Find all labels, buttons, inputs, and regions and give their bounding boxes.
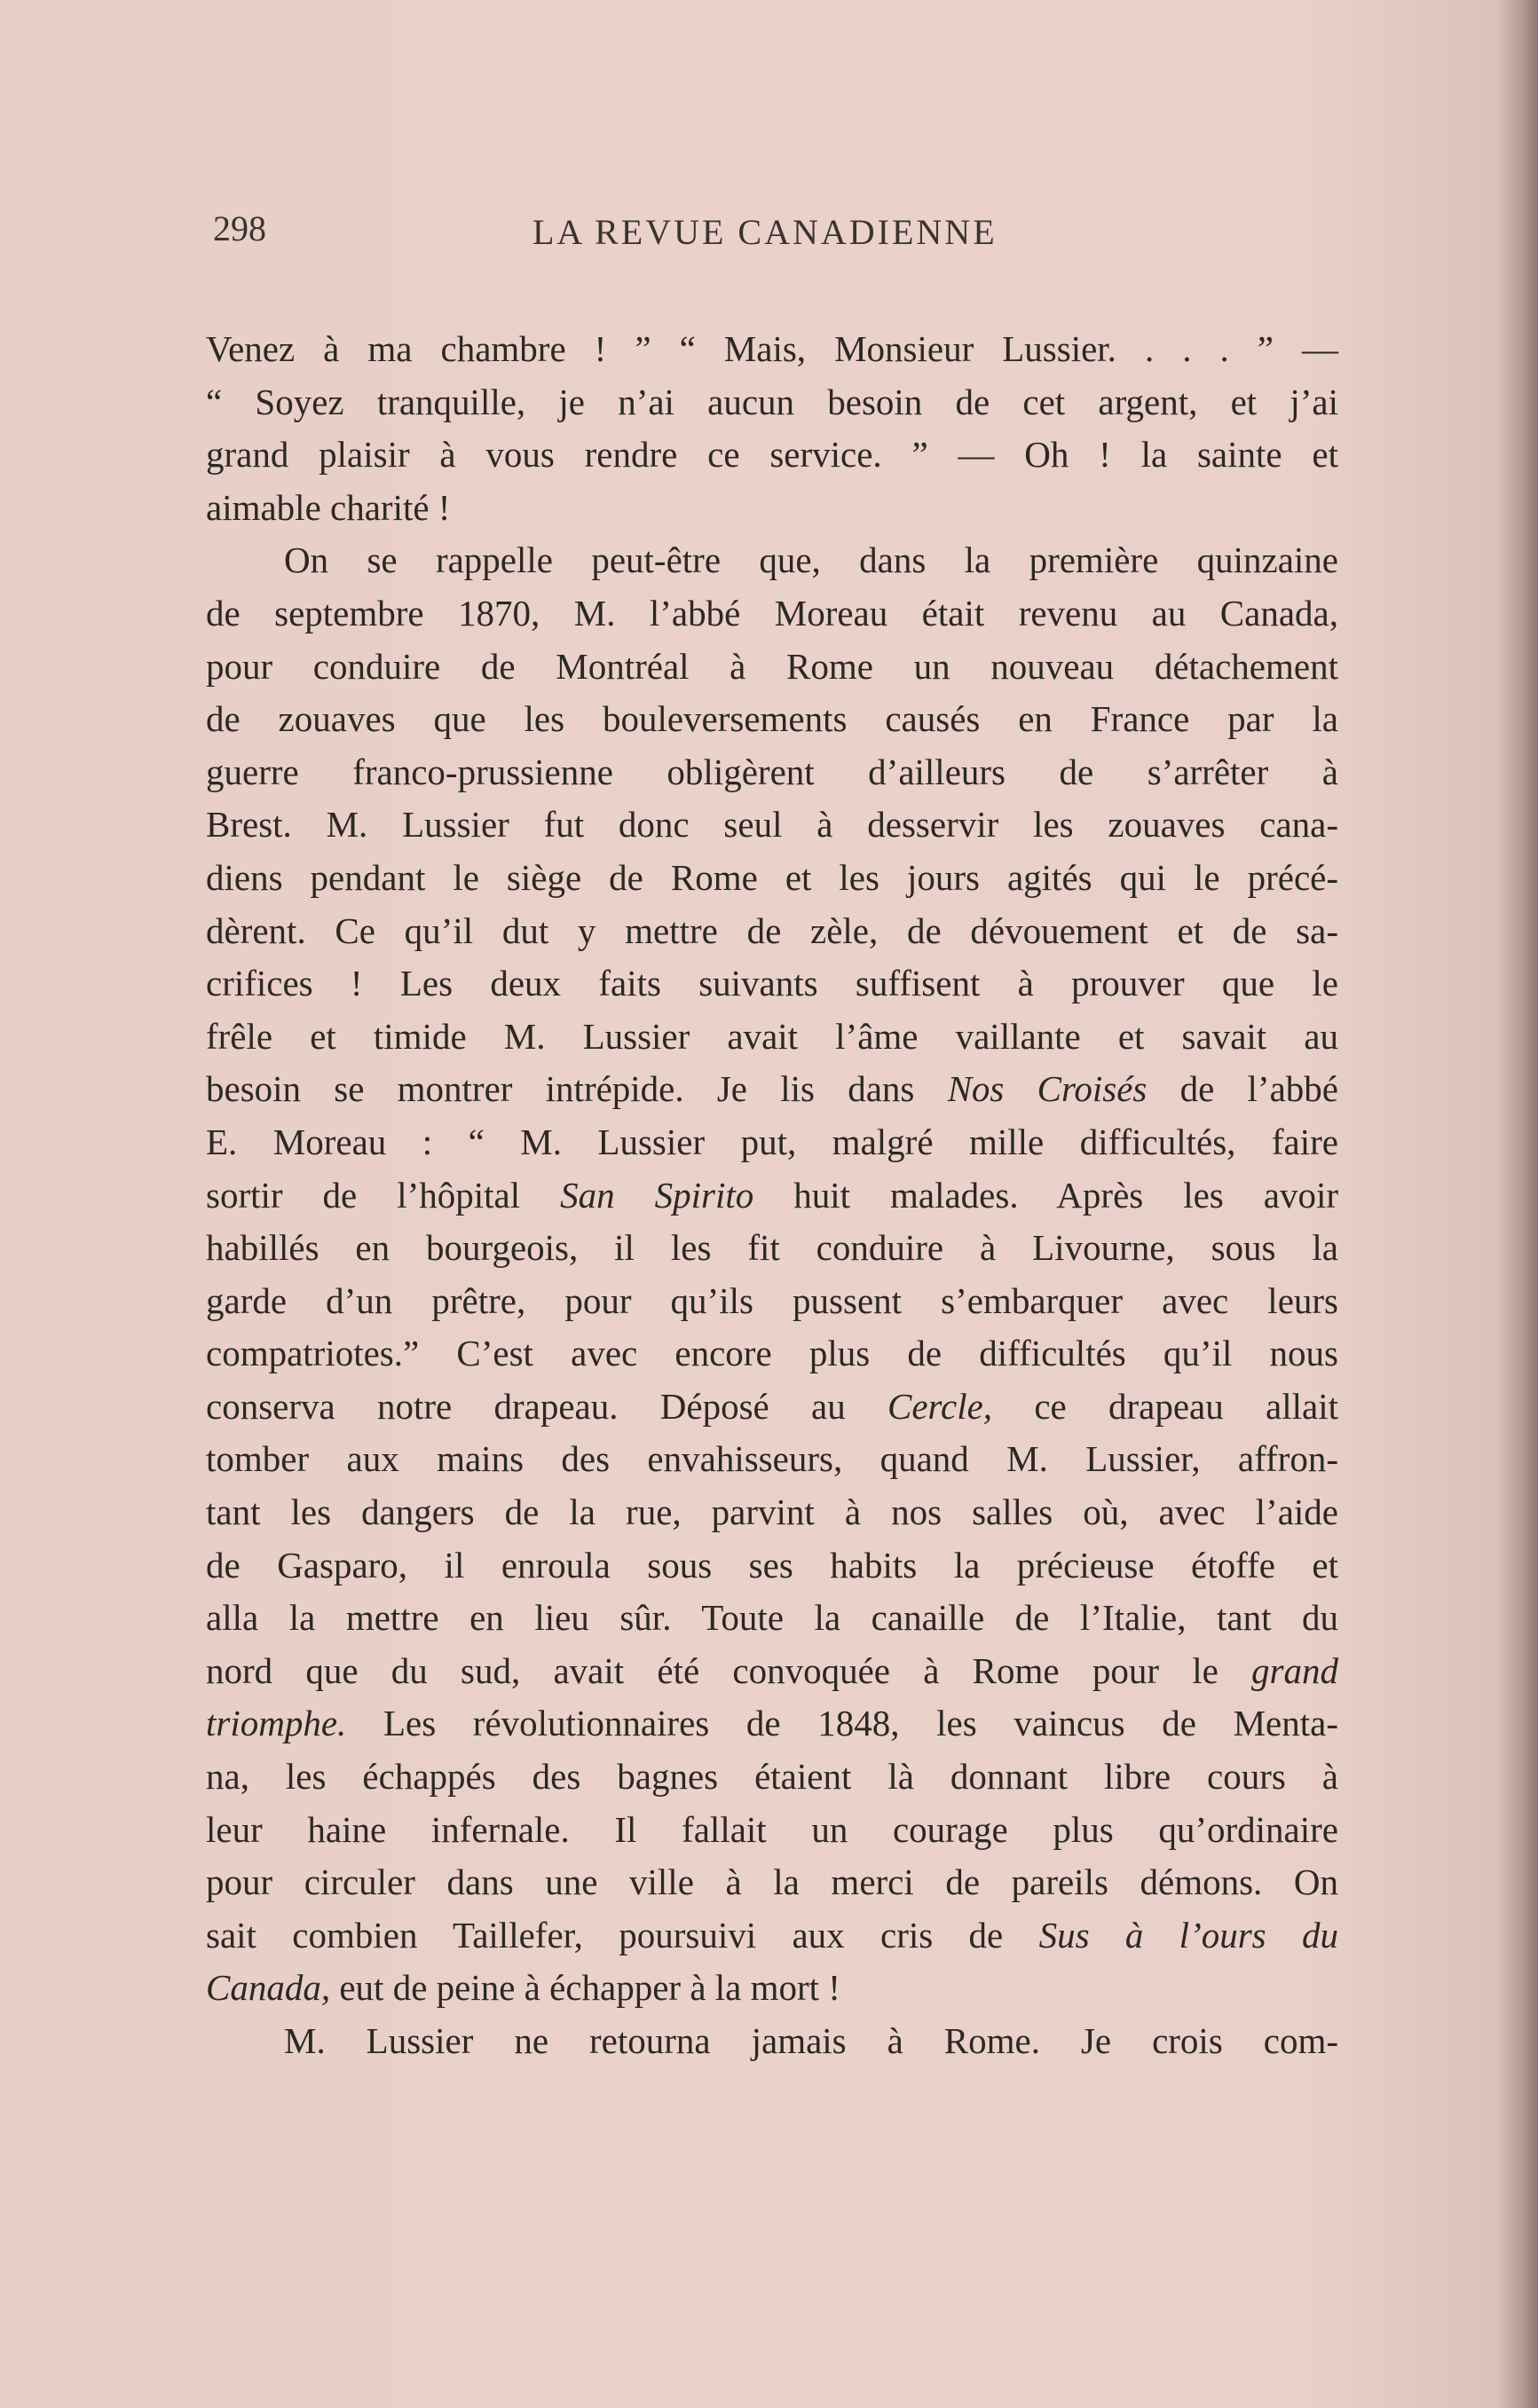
- text-segment: conserva notre drapeau. Déposé au: [206, 1385, 888, 1427]
- text-segment: nord que du sud, avait été convoquée à Rome pour le: [206, 1649, 1252, 1691]
- text-line: tant les dangers de la rue, parvint à nos salles où, avec l’aide: [206, 1491, 1338, 1533]
- text-line: de zouaves que les bouleversements causés en France par la: [206, 698, 1338, 740]
- text-line: On se rappelle peut-être que, dans la première quinzaine: [284, 539, 1338, 581]
- running-head: LA REVUE CANADIENNE: [532, 212, 998, 252]
- text-line: leur haine infernale. Il fallait un courage plus qu’ordinaire: [206, 1808, 1338, 1850]
- text-line: compatriotes.” C’est avec encore plus de difficultés qu’il nous: [206, 1333, 1338, 1374]
- text-line: pour circuler dans une ville à la merci de pareils démons. On: [206, 1861, 1338, 1903]
- text-line: [206, 1645, 1338, 1698]
- text-line: tomber aux mains des envahisseurs, quand M. Lussier, affron-: [206, 1438, 1338, 1480]
- text-line: de Gasparo, il enroula sous ses habits la précieuse étoffe et: [206, 1544, 1338, 1586]
- text-segment: besoin se montrer intrépide. Je lis dans: [206, 1068, 948, 1110]
- text-line: aimable charité !: [206, 486, 451, 528]
- text-line: [206, 1169, 1338, 1223]
- italic-title: Sus à l’ours du: [1038, 1914, 1338, 1956]
- text-line: Brest. M. Lussier fut donc seul à desservir les zouaves cana-: [206, 804, 1338, 846]
- text-line: garde d’un prêtre, pour qu’ils pussent s’embarquer avec leurs: [206, 1279, 1338, 1321]
- text-segment: ce drapeau allait: [992, 1385, 1338, 1427]
- text-line: diens pendant le siège de Rome et les jours agités qui le précé-: [206, 856, 1338, 898]
- text-line: [206, 1697, 1338, 1751]
- text-line: [206, 1962, 1338, 2015]
- text-segment: huit malades. Après les avoir: [753, 1174, 1338, 1216]
- text-line: pour conduire de Montréal à Rome un nouveau détachement: [206, 645, 1338, 687]
- text-line: crifices ! Les deux faits suivants suffisent à prouver que le: [206, 963, 1338, 1004]
- text-line: guerre franco-prussienne obligèrent d’ailleurs de s’arrêter à: [206, 751, 1338, 792]
- page-edge-shadow: [1499, 0, 1538, 2408]
- text-line: [206, 1381, 1338, 1434]
- page-number: 298: [213, 209, 266, 248]
- text-line: frêle et timide M. Lussier avait l’âme vaillante et savait au: [206, 1015, 1338, 1057]
- italic-title: Nos Croisés: [947, 1068, 1148, 1110]
- italic-title: grand: [1251, 1649, 1338, 1691]
- text-line: E. Moreau : “ M. Lussier put, malgré mille difficultés, faire: [206, 1121, 1338, 1162]
- body-text: [206, 323, 1338, 2068]
- text-segment: sait combien Taillefer, poursuivi aux cris de: [206, 1914, 1039, 1956]
- text-line: de septembre 1870, M. l’abbé Moreau était revenu au Canada,: [206, 592, 1338, 633]
- text-line: “ Soyez tranquille, je n’ai aucun besoin de cet argent, et j’ai: [206, 381, 1338, 422]
- text-segment: eut de peine à échapper à la mort !: [330, 1967, 840, 2009]
- text-line: na, les échappés des bagnes étaient là donnant libre cours à: [206, 1756, 1338, 1798]
- text-line: dèrent. Ce qu’il dut y mettre de zèle, de dévouement et de sa-: [206, 909, 1338, 951]
- text-line: [206, 1909, 1338, 1963]
- text-line: grand plaisir à vous rendre ce service. ” — Oh ! la sainte et: [206, 434, 1338, 476]
- text-line: M. Lussier ne retourna jamais à Rome. Je crois com-: [284, 2020, 1338, 2061]
- italic-title: San Spirito: [560, 1174, 754, 1216]
- text-line: alla la mettre en lieu sûr. Toute la canaille de l’Italie, tant du: [206, 1597, 1338, 1639]
- text-line: habillés en bourgeois, il les fit conduire à Livourne, sous la: [206, 1227, 1338, 1269]
- text-segment: Les révolutionnaires de 1848, les vaincus de Menta-: [346, 1703, 1338, 1744]
- text-segment: sortir de l’hôpital: [206, 1174, 561, 1216]
- italic-title: triomphe.: [206, 1703, 347, 1744]
- italic-title: Cercle,: [887, 1385, 993, 1427]
- page-header: [204, 204, 1349, 266]
- text-segment: de l’abbé: [1147, 1068, 1338, 1110]
- text-line: Venez à ma chambre ! ” “ Mais, Monsieur Lussier. . . . ” —: [206, 328, 1338, 369]
- italic-title: Canada,: [206, 1967, 331, 2009]
- text-line: [206, 1063, 1338, 1116]
